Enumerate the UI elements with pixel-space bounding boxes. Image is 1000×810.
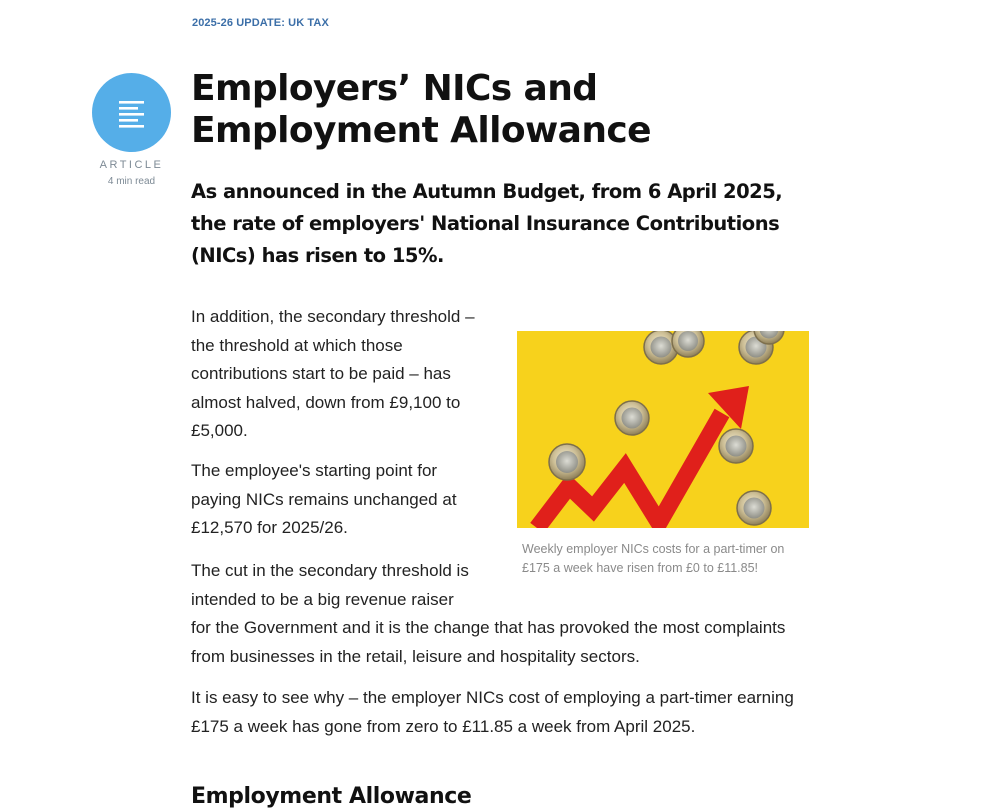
rising-arrow-illustration — [517, 331, 809, 528]
article-lede: As announced in the Autumn Budget, from 6 April 2025, the rate of employers' National Insurance Contributions (NICs) has risen to 15%. — [191, 180, 783, 267]
figure-caption: Weekly employer NICs costs for a part-timer on £175 a week have risen from £0 to £11.85! — [522, 542, 785, 575]
paragraph-part-timer-cost: It is easy to see why – the employer NICs cost of employing a part-timer earning £175 a week has gone from zero to £11.85 a week from April 2025. — [191, 688, 794, 736]
paragraph-revenue-raiser-start: The cut in the secondary threshold is intended to be a big revenue raiser — [191, 561, 469, 609]
section-heading-employment-allowance: Employment Allowance — [191, 784, 472, 809]
article-kicker[interactable]: 2025-26 UPDATE: UK TAX — [192, 17, 329, 29]
paragraph-secondary-threshold: In addition, the secondary threshold – the threshold at which those contributions start to be paid – has almost halved, down from £9,100 to £5,000. — [191, 307, 475, 440]
page-title: Employers’ NICs and Employment Allowance — [191, 68, 651, 151]
read-time: 4 min read — [107, 176, 156, 187]
article-type-badge — [92, 73, 171, 152]
article-type-label: ARTICLE — [99, 159, 164, 171]
article-lines-icon — [92, 73, 171, 152]
paragraph-employee-threshold: The employee's starting point for paying NICs remains unchanged at £12,570 for 2025/26. — [191, 461, 457, 537]
paragraph-revenue-raiser-end: for the Government and it is the change that has provoked the most complaints from businesses in the retail, leisure and hospitality sectors. — [191, 618, 786, 666]
rising-arrow-coins-image — [517, 331, 809, 528]
